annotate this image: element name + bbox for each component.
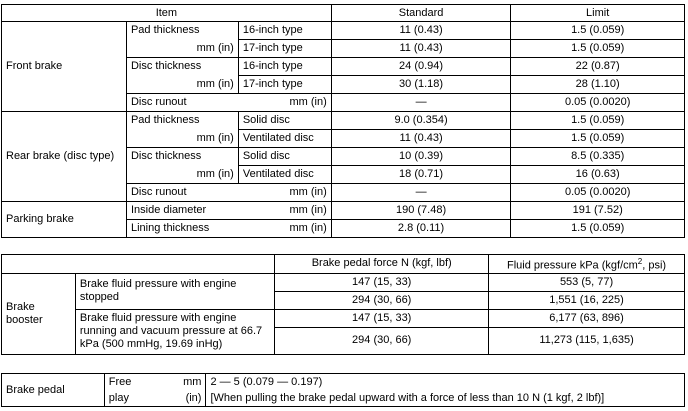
value-limit: 0.05 (0.0020): [511, 94, 685, 112]
table-row: [2, 112, 685, 130]
value-standard: 2.8 (0.11): [331, 220, 511, 238]
play-label: play: [108, 391, 129, 404]
value-standard: 9.0 (0.354): [331, 112, 511, 130]
unit-label: mm (in): [126, 76, 238, 94]
value-standard: 30 (1.18): [331, 76, 511, 94]
header-fluid-pressure: [489, 255, 685, 274]
value-standard: 10 (0.39): [331, 148, 511, 166]
table-row: [2, 202, 685, 220]
value-limit: 28 (1.10): [511, 76, 685, 94]
pedal-force-value: 294 (30, 66): [275, 327, 489, 354]
value-standard: —: [331, 184, 511, 202]
front-disc-thickness-label: Disc thickness: [126, 58, 238, 76]
front-disc-runout: [126, 94, 331, 112]
lining-thickness: [126, 220, 331, 238]
rear-solid-disc: Solid disc: [238, 148, 331, 166]
value-limit: 1.5 (0.059): [511, 112, 685, 130]
unit-label: mm (in): [289, 222, 327, 234]
value-standard: 190 (7.48): [331, 202, 511, 220]
inside-diameter: [126, 202, 331, 220]
value-limit: 16 (0.63): [511, 166, 685, 184]
free-label: Free: [108, 375, 132, 388]
booster-header-blank: [2, 255, 275, 274]
table-row: [2, 309, 685, 327]
rear-disc-runout: [126, 184, 331, 202]
brake-pedal-label: Brake pedal: [2, 374, 105, 407]
brake-pedal-table: [1, 373, 685, 407]
free-play-value: 2 — 5 (0.079 — 0.197): [206, 374, 685, 391]
free-play-note: [When pulling the brake pedal upward with a force of less than 10 N (1 kgf, 2 lbf)]: [206, 390, 685, 407]
header-pedal-force: Brake pedal force N (kgf, lbf): [275, 255, 489, 274]
pedal-force-value: 294 (30, 66): [275, 291, 489, 309]
value-limit: 1.5 (0.059): [511, 22, 685, 40]
unit-label: mm (in): [289, 186, 327, 198]
disc-runout-label: Disc runout: [130, 186, 187, 198]
spec-header-row: [2, 5, 685, 22]
fluid-pressure-value: 1,551 (16, 225): [489, 291, 685, 309]
value-limit: 1.5 (0.059): [511, 220, 685, 238]
front-type-16: 16-inch type: [238, 58, 331, 76]
fluid-pressure-value: 11,273 (115, 1,635): [489, 327, 685, 354]
value-standard: 11 (0.43): [331, 22, 511, 40]
unit-mm: mm: [183, 375, 202, 388]
header-item: Item: [2, 5, 332, 22]
condition-engine-running: Brake fluid pressure with engine running and vacuum pressure at 66.7 kPa (500 mmHg, 19.69 inHg): [75, 309, 274, 354]
free-play-line2: [104, 390, 206, 407]
booster-header-row: [2, 255, 685, 274]
table-row: [2, 374, 685, 391]
rear-pad-thickness-label: Pad thickness: [126, 112, 238, 130]
lining-thickness-label: Lining thickness: [130, 222, 210, 234]
table-row: [2, 22, 685, 40]
header-pressure-text-end: , psi): [642, 259, 667, 272]
value-limit: 22 (0.87): [511, 58, 685, 76]
pedal-force-value: 147 (15, 33): [275, 309, 489, 327]
free-play-line1: [104, 374, 206, 391]
booster-label-line2: booster: [6, 313, 43, 326]
inside-diameter-label: Inside diameter: [130, 204, 207, 216]
value-limit: 191 (7.52): [511, 202, 685, 220]
unit-label: mm (in): [289, 96, 327, 108]
unit-label: mm (in): [126, 130, 238, 148]
front-pad-thickness-label: Pad thickness: [126, 22, 238, 40]
header-pressure-sup: 2: [637, 257, 643, 266]
value-limit: 1.5 (0.059): [511, 40, 685, 58]
pedal-force-value: 147 (15, 33): [275, 273, 489, 291]
value-limit: 8.5 (0.335): [511, 148, 685, 166]
brake-spec-table: [1, 4, 685, 238]
booster-label-line1: Brake: [6, 300, 35, 313]
rear-ventilated-disc: Ventilated disc: [238, 130, 331, 148]
unit-label: mm (in): [289, 204, 327, 216]
value-standard: 11 (0.43): [331, 130, 511, 148]
fluid-pressure-value: 6,177 (63, 896): [489, 309, 685, 327]
front-brake-label: Front brake: [2, 22, 127, 112]
brake-booster-table: [1, 254, 685, 355]
value-standard: 11 (0.43): [331, 40, 511, 58]
value-standard: 24 (0.94): [331, 58, 511, 76]
table-row: [2, 390, 685, 407]
value-standard: —: [331, 94, 511, 112]
parking-brake-label: Parking brake: [2, 202, 127, 238]
unit-label: mm (in): [126, 40, 238, 58]
value-limit: 0.05 (0.0020): [511, 184, 685, 202]
value-standard: 18 (0.71): [331, 166, 511, 184]
disc-runout-label: Disc runout: [130, 96, 187, 108]
value-limit: 1.5 (0.059): [511, 130, 685, 148]
front-type-17: 17-inch type: [238, 40, 331, 58]
rear-disc-thickness-label: Disc thickness: [126, 148, 238, 166]
fluid-pressure-value: 553 (5, 77): [489, 273, 685, 291]
header-standard: Standard: [331, 5, 511, 22]
header-pressure-text: Fluid pressure kPa (kgf/cm: [506, 259, 638, 272]
front-type-16: 16-inch type: [238, 22, 331, 40]
rear-ventilated-disc: Ventilated disc: [238, 166, 331, 184]
condition-engine-stopped: Brake fluid pressure with engine stopped: [75, 273, 274, 309]
unit-in: (in): [185, 391, 202, 404]
unit-label: mm (in): [126, 166, 238, 184]
rear-solid-disc: Solid disc: [238, 112, 331, 130]
table-row: [2, 273, 685, 291]
rear-brake-label: Rear brake (disc type): [2, 112, 127, 202]
front-type-17: 17-inch type: [238, 76, 331, 94]
brake-booster-label: [2, 273, 76, 354]
header-limit: Limit: [511, 5, 685, 22]
